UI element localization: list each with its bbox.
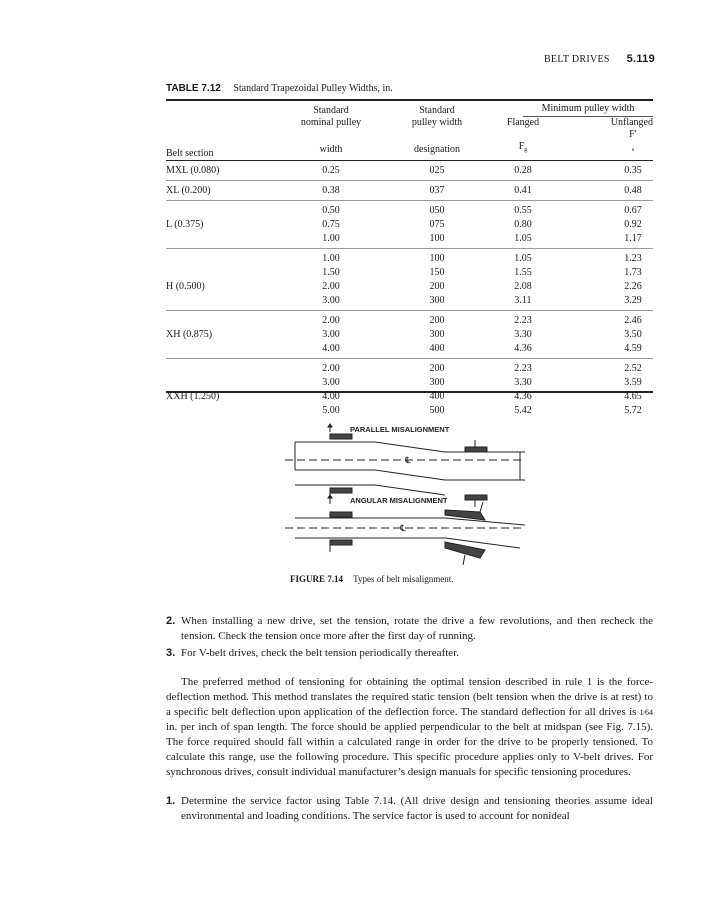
cell-unflanged-value: 3.29 — [624, 295, 642, 306]
cell-unflanged — [553, 342, 653, 359]
cell-flanged: 4.36 — [493, 342, 553, 359]
belt-misalignment-figure — [285, 420, 525, 570]
cell-designation: 500 — [429, 405, 445, 416]
cell-belt-section — [166, 359, 281, 377]
cell-unflanged-value: 3.50 — [624, 329, 642, 340]
cell-designation: 200 — [429, 363, 445, 374]
cell-designation: 300 — [429, 377, 445, 388]
cell-nominal-width: 2.00 — [322, 315, 340, 326]
table-row — [166, 249, 653, 267]
cell-nominal-width: 4.00 — [281, 342, 381, 359]
cell-flanged: 2.08 — [514, 281, 532, 292]
angular-pulley-top-left — [330, 512, 352, 517]
angular-centerline-symbol: ℄ — [400, 523, 406, 533]
figure-caption — [290, 574, 453, 584]
parallel-centerline-symbol: ℄ — [405, 455, 411, 465]
table-row — [166, 342, 653, 359]
header-designation-line1: Standard — [419, 105, 455, 116]
cell-unflanged-value: 1.23 — [624, 253, 642, 264]
unflanged-subscript: s — [631, 147, 635, 153]
header-unflanged: Unflanged — [610, 117, 653, 128]
cell-unflanged-value: 3.59 — [624, 377, 642, 388]
list-item-3 — [166, 646, 653, 661]
angular-label: ANGULAR MISALIGNMENT — [350, 496, 448, 505]
list-item-2-text: When installing a new drive, set the tension, rotate the drive a few revolutions, and then recheck the tension. Check the tension once more after the first day of running. — [181, 615, 653, 642]
cell-nominal-width: 0.75 — [322, 219, 340, 230]
header-nominal-line1: Standard — [313, 105, 349, 116]
cell-flanged: 1.05 — [493, 232, 553, 249]
cell-belt-section: XXH (1.250) — [166, 391, 220, 402]
cell-unflanged-value: 0.92 — [624, 219, 642, 230]
header-min-width-label: Minimum pulley width — [541, 103, 635, 114]
list-item-1 — [166, 794, 653, 824]
cell-unflanged — [553, 390, 653, 404]
cell-nominal-width: 0.50 — [322, 205, 340, 216]
cell-unflanged-value: 1.17 — [624, 233, 642, 244]
section-title: BELT DRIVES — [543, 54, 610, 65]
cell-belt-section — [166, 376, 281, 390]
cell-belt-section — [166, 294, 281, 311]
cell-designation: 150 — [429, 267, 445, 278]
cell-nominal-width: 1.00 — [322, 253, 340, 264]
cell-unflanged — [553, 280, 653, 294]
cell-unflanged — [553, 164, 653, 181]
unflanged-symbol: F′ — [629, 129, 637, 140]
cell-unflanged — [553, 218, 653, 232]
cell-nominal-width: 1.50 — [322, 267, 340, 278]
cell-belt-section: XL (0.200) — [166, 181, 281, 201]
cell-designation: 400 — [429, 391, 445, 402]
table-row — [166, 328, 653, 342]
cell-unflanged — [553, 311, 653, 329]
list-item-2-number: 2. — [166, 615, 176, 627]
table-row — [166, 280, 653, 294]
table-body — [166, 164, 653, 418]
cell-belt-section: L (0.375) — [166, 219, 204, 230]
cell-designation: 400 — [381, 342, 493, 359]
pulley-width-table — [166, 103, 653, 418]
cell-belt-section — [166, 232, 281, 249]
cell-unflanged — [553, 404, 653, 418]
cell-flanged: 4.36 — [514, 391, 532, 402]
header-unflanged-symbol — [553, 129, 653, 161]
cell-flanged: 1.05 — [514, 253, 532, 264]
cell-unflanged — [553, 266, 653, 280]
cell-belt-section — [166, 201, 281, 219]
cell-unflanged — [553, 201, 653, 219]
cell-nominal-width: 3.00 — [281, 294, 381, 311]
angular-misalignment-diagram — [285, 495, 525, 565]
parallel-pulley-top-left — [330, 434, 352, 439]
cell-belt-section — [166, 249, 281, 267]
list-item-1-text: Determine the service factor using Table 7.14. (All drive design and tensioning theories assume ideal environmental and loading conditions. The service factor is used to account for nonideal — [181, 795, 653, 822]
cell-unflanged-value: 0.48 — [624, 185, 642, 196]
table-row — [166, 404, 653, 418]
parallel-label: PARALLEL MISALIGNMENT — [350, 425, 450, 434]
cell-unflanged — [553, 376, 653, 390]
cell-designation: 025 — [381, 164, 493, 181]
cell-belt-section: XH (0.875) — [166, 329, 213, 340]
cell-belt-section: MXL (0.080) — [166, 164, 281, 181]
cell-belt-section — [166, 266, 281, 280]
body-text — [166, 614, 653, 824]
header-flanged-symbol — [493, 129, 553, 161]
cell-designation: 075 — [429, 219, 445, 230]
cell-unflanged — [553, 328, 653, 342]
paragraph-part-2: in. per inch of span length. The force should be applied perpendicular to the belt at midspan (see Fig. 7.15). The force required should fall within a calculated range in order for the drive to be properly tensioned. To calculate this range, use the following procedure. This specific procedure applies only to V-belt drives. For synchronous drives, consult individual manufacturer’s design manuals for specific tensioning procedures. — [166, 721, 653, 778]
list-item-1-number: 1. — [166, 795, 176, 807]
cell-nominal-width: 0.38 — [281, 181, 381, 201]
table-top-rule — [166, 99, 653, 101]
cell-designation: 100 — [381, 232, 493, 249]
parallel-pulley-bottom-left — [330, 488, 352, 493]
cell-designation: 037 — [381, 181, 493, 201]
table-row — [166, 232, 653, 249]
cell-belt-section: H (0.500) — [166, 281, 205, 292]
table-row — [166, 359, 653, 377]
cell-unflanged — [553, 294, 653, 311]
cell-unflanged — [553, 232, 653, 249]
page-number: 5.119 — [626, 53, 655, 65]
cell-flanged: 3.11 — [493, 294, 553, 311]
cell-nominal-width: 5.00 — [322, 405, 340, 416]
table-row — [166, 390, 653, 404]
cell-unflanged-value: 1.73 — [624, 267, 642, 278]
cell-flanged: 0.41 — [493, 181, 553, 201]
cell-flanged: 3.30 — [514, 329, 532, 340]
header-belt-section: Belt section — [166, 148, 214, 159]
cell-nominal-width: 4.00 — [322, 391, 340, 402]
cell-unflanged-value: 4.65 — [624, 391, 642, 402]
cell-flanged: 0.55 — [514, 205, 532, 216]
deflection-fraction: 1⁄64 — [639, 708, 653, 717]
list-item-3-text: For V-belt drives, check the belt tension periodically thereafter. — [181, 647, 459, 659]
header-nominal-line3: width — [319, 144, 343, 155]
cell-flanged: 2.23 — [514, 363, 532, 374]
table-row — [166, 201, 653, 219]
cell-nominal-width: 3.00 — [322, 377, 340, 388]
paragraph-part-1: The preferred method of tensioning for obtaining the optimal tension described in rule 1 is the force-deflection method. This method translates the required static tension (belt tension when the drive is at rest) to a specific belt deflection upon application of the deflection force. The standard deflection for all drives is — [166, 676, 653, 718]
cell-designation: 300 — [429, 329, 445, 340]
cell-flanged: 0.28 — [493, 164, 553, 181]
cell-belt-section — [166, 311, 281, 329]
figure-caption-text: Types of belt misalignment. — [353, 574, 454, 584]
cell-flanged: 1.55 — [514, 267, 532, 278]
cell-nominal-width: 0.25 — [281, 164, 381, 181]
cell-belt-section — [166, 404, 281, 418]
cell-designation: 100 — [429, 253, 445, 264]
parallel-pulley-top-right — [465, 447, 487, 452]
cell-unflanged — [553, 249, 653, 267]
cell-unflanged-value: 5.72 — [624, 405, 642, 416]
flanged-subscript: g — [524, 147, 528, 153]
cell-nominal-width: 2.00 — [322, 281, 340, 292]
table-row — [166, 218, 653, 232]
list-item-2 — [166, 614, 653, 644]
header-designation-line2: pulley width — [411, 117, 463, 128]
paragraph-force-deflection — [166, 675, 653, 780]
list-item-3-number: 3. — [166, 647, 176, 659]
cell-designation: 200 — [429, 281, 445, 292]
cell-belt-section — [166, 342, 281, 359]
cell-nominal-width: 1.00 — [281, 232, 381, 249]
cell-flanged: 3.30 — [514, 377, 532, 388]
table-row — [166, 181, 653, 201]
cell-unflanged-value: 2.52 — [624, 363, 642, 374]
table-row — [166, 294, 653, 311]
cell-unflanged-value: 0.67 — [624, 205, 642, 216]
flanged-symbol: F — [518, 141, 525, 152]
table-row — [166, 164, 653, 181]
cell-nominal-width: 3.00 — [322, 329, 340, 340]
cell-flanged: 2.23 — [514, 315, 532, 326]
figure-number: FIGURE 7.14 — [290, 574, 344, 584]
cell-unflanged-value: 2.26 — [624, 281, 642, 292]
cell-unflanged — [553, 359, 653, 377]
table-title: Standard Trapezoidal Pulley Widths, in. — [233, 83, 393, 94]
cell-flanged: 5.42 — [514, 405, 532, 416]
cell-unflanged-value: 2.46 — [624, 315, 642, 326]
cell-designation: 300 — [381, 294, 493, 311]
table-row — [166, 311, 653, 329]
header-min-width — [493, 103, 653, 117]
parallel-pulley-bottom-right — [465, 495, 487, 500]
cell-flanged: 0.80 — [514, 219, 532, 230]
cell-designation: 050 — [429, 205, 445, 216]
header-designation-line3: designation — [413, 144, 461, 155]
cell-unflanged — [553, 181, 653, 201]
cell-unflanged-value: 4.59 — [624, 343, 642, 354]
table-number: TABLE 7.12 — [166, 83, 221, 94]
header-flanged: Flanged — [506, 117, 540, 128]
table-row — [166, 376, 653, 390]
cell-unflanged-value: 0.35 — [624, 165, 642, 176]
cell-designation: 200 — [429, 315, 445, 326]
header-row-1 — [166, 103, 653, 117]
table-row — [166, 266, 653, 280]
cell-nominal-width: 2.00 — [322, 363, 340, 374]
parallel-misalignment-diagram — [285, 424, 525, 507]
header-nominal-line2: nominal pulley — [300, 117, 362, 128]
table-caption — [166, 83, 393, 94]
running-head — [544, 53, 655, 65]
angular-pulley-bottom-left — [330, 540, 352, 545]
